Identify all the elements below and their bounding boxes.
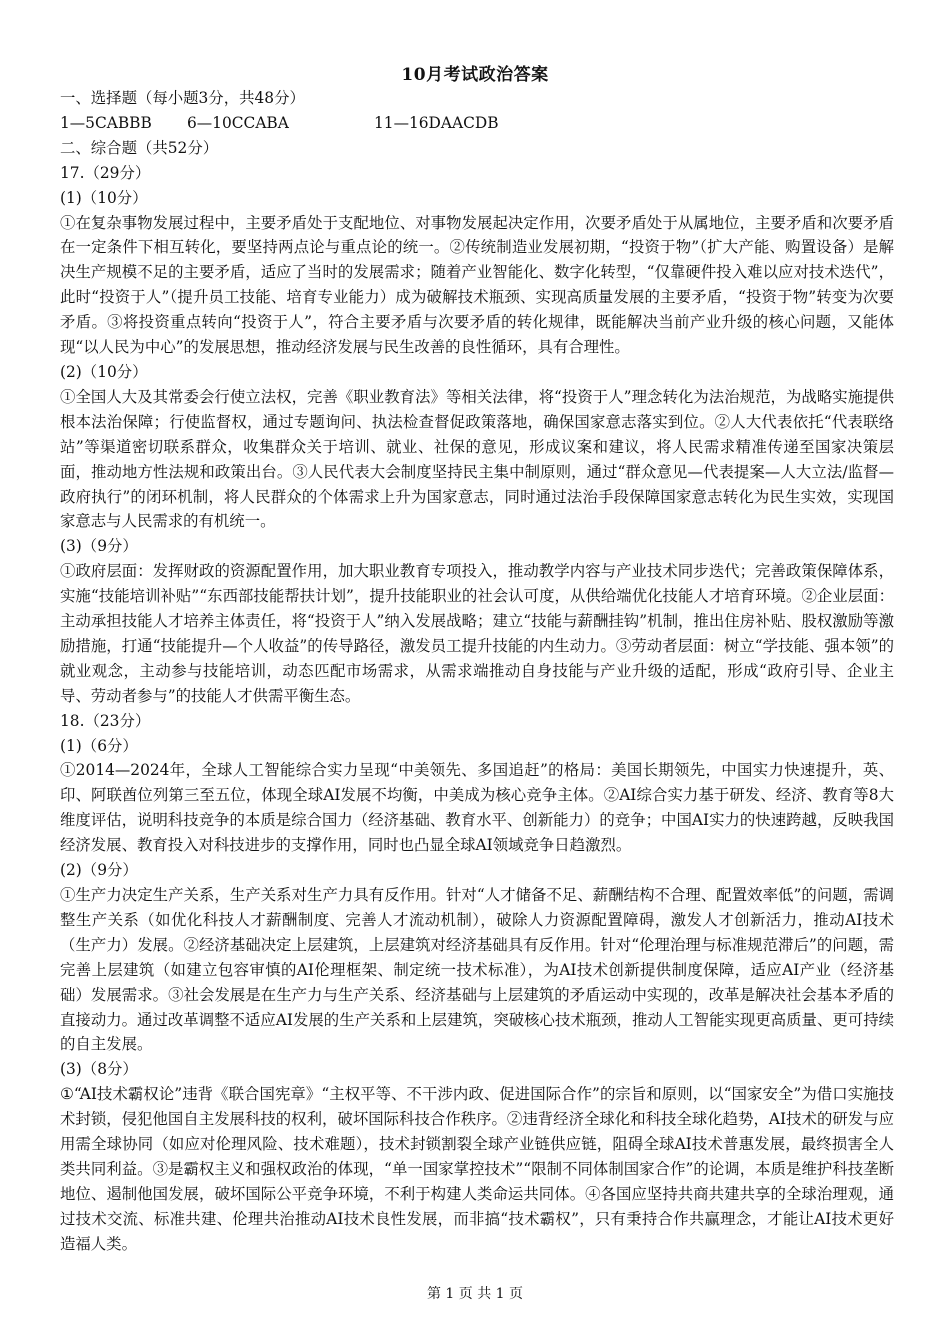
page-title: 10月考试政治答案 xyxy=(401,65,549,85)
q18-part2-text: ①生产力决定生产关系，生产关系对生产力具有反作用。针对“人才储备不足、薪酬结构不合理、配置效率低”的问题，需调整生产关系（如优化科技人才薪酬制度、完善人才流动机制），破除人力资源配置障碍，激发人才创新活力，推动AI技术（生产力）发展。②经济基础决定上层建筑，上层建筑对经济基础具有反作用。针对“伦理治理与标准规范滞后”的问题，需完善上层建筑（如建立包容审慎的AI伦理框架、制定统一技术标准），为AI技术创新提供制度保障，适应AI产业（经济基础）发展需求。③社会发展是在生产力与生产关系、经济基础与上层建筑的矛盾运动中实现的，改革是解决社会基本矛盾的直接动力。通过改革调整不适应AI发展的生产关系和上层建筑，突破核心技术瓶颈，推动人工智能实现更高质量、更可持续的自主发展。 xyxy=(60,886,894,1054)
q18-part1-text: ①2014—2024年，全球人工智能综合实力呈现“中美领先、多国追赶”的格局：美国长期领先，中国实力快速提升，英、印、阿联酋位列第三至五位，体现全球AI发展不均衡，中美成为核心竞争主体。②AI综合实力基于研发、经济、教育等8大维度评估，说明科技竞争的本质是综合国力（经济基础、教育水平、创新能力）的竞争；中国AI实力的快速跨越，反映我国经济发展、教育投入对科技进步的支撑作用，同时也凸显全球AI领域竞争日趋激烈。 xyxy=(60,761,894,855)
answer-group-3: 11—16DAACDB xyxy=(374,113,499,132)
section2-heading: 二、综合题（共52分） xyxy=(60,138,219,157)
q17-part3-label: (3)（9分） xyxy=(60,537,138,556)
q18-heading: 18.（23分） xyxy=(60,711,151,730)
q18-part2-label: (2)（9分） xyxy=(60,861,138,880)
q18-part1-label: (1)（6分） xyxy=(60,736,138,755)
choice-answers xyxy=(60,111,894,136)
document-body xyxy=(60,86,894,1257)
q17-part1-label: (1)（10分） xyxy=(60,188,148,207)
q17-part1-text: ①在复杂事物发展过程中，主要矛盾处于支配地位、对事物发展起决定作用，次要矛盾处于从属地位，主要矛盾和次要矛盾在一定条件下相互转化，要坚持两点论与重点论的统一。②传统制造业发展初期，“投资于物”（扩大产能、购置设备）是解决生产规模不足的主要矛盾，适应了当时的发展需求；随着产业智能化、数字化转型，“仅靠硬件投入难以应对技术迭代”，此时“投资于人”（提升员工技能、培育专业能力）成为破解技术瓶颈、实现高质量发展的主要矛盾，“投资于物”转变为次要矛盾。③将投资重点转向“投资于人”，符合主要矛盾与次要矛盾的转化规律，既能解决当前产业升级的核心问题，又能体现“以人民为中心”的发展思想，推动经济发展与民生改善的良性循环，具有合理性。 xyxy=(60,213,894,357)
q17-part2-label: (2)（10分） xyxy=(60,362,148,381)
q18-part3-label: (3)（8分） xyxy=(60,1060,138,1079)
q18-part3-text: ①“AI技术霸权论”违背《联合国宪章》“主权平等、不干涉内政、促进国际合作”的宗旨和原则，以“国家安全”为借口实施技术封锁，侵犯他国自主发展科技的权利，破坏国际科技合作秩序。②违背经济全球化和科技全球化趋势，AI技术的研发与应用需全球协同（如应对伦理风险、技术难题），技术封锁割裂全球产业链供应链，阻碍全球AI技术普惠发展，最终损害全人类共同利益。③是霸权主义和强权政治的体现，“单一国家掌控技术”“限制不同体制国家合作”的论调，本质是维护科技垄断地位、遏制他国发展，破坏国际公平竞争环境，不利于构建人类命运共同体。④各国应坚持共商共建共享的全球治理观，通过技术交流、标准共建、伦理共治推动AI技术良性发展，而非搞“技术霸权”，只有秉持合作共赢理念，才能让AI技术更好造福人类。 xyxy=(60,1085,894,1253)
q17-part3-text: ①政府层面：发挥财政的资源配置作用，加大职业教育专项投入，推动教学内容与产业技术同步迭代；完善政策保障体系，实施“技能培训补贴”“东西部技能帮扶计划”，提升技能职业的社会认可度，从供给端优化技能人才培育环境。②企业层面：主动承担技能人才培养主体责任，将“投资于人”纳入发展战略；建立“技能与薪酬挂钩”机制，推出住房补贴、股权激励等激励措施，打通“技能提升—个人收益”的传导路径，激发员工提升技能的内生动力。③劳动者层面：树立“学技能、强本领”的就业观念，主动参与技能培训，动态匹配市场需求，从需求端推动自身技能与产业升级的适配，形成“政府引导、企业主导、劳动者参与”的技能人才供需平衡生态。 xyxy=(60,562,894,705)
section1-heading: 一、选择题（每小题3分，共48分） xyxy=(60,89,305,107)
answer-group-1: 1—5CABBB xyxy=(60,113,152,132)
page-footer: 第 1 页 共 1 页 xyxy=(426,1286,524,1302)
q17-heading: 17.（29分） xyxy=(60,163,151,182)
answer-group-2: 6—10CCABA xyxy=(187,113,289,132)
q17-part2-text: ①全国人大及其常委会行使立法权，完善《职业教育法》等相关法律，将“投资于人”理念转化为法治规范，为战略实施提供根本法治保障；行使监督权，通过专题询问、执法检查督促政策落地，确保国家意志落实到位。②人大代表依托“代表联络站”等渠道密切联系群众，收集群众关于培训、就业、社保的意见，形成议案和建议，将人民需求精准传递至国家决策层面，推动地方性法规和政策出台。③人民代表大会制度坚持民主集中制原则，通过“群众意见—代表提案—人大立法/监督—政府执行”的闭环机制，将人民群众的个体需求上升为国家意志，同时通过法治手段保障国家意志转化为民生实效，实现国家意志与人民需求的有机统一。 xyxy=(60,387,894,531)
